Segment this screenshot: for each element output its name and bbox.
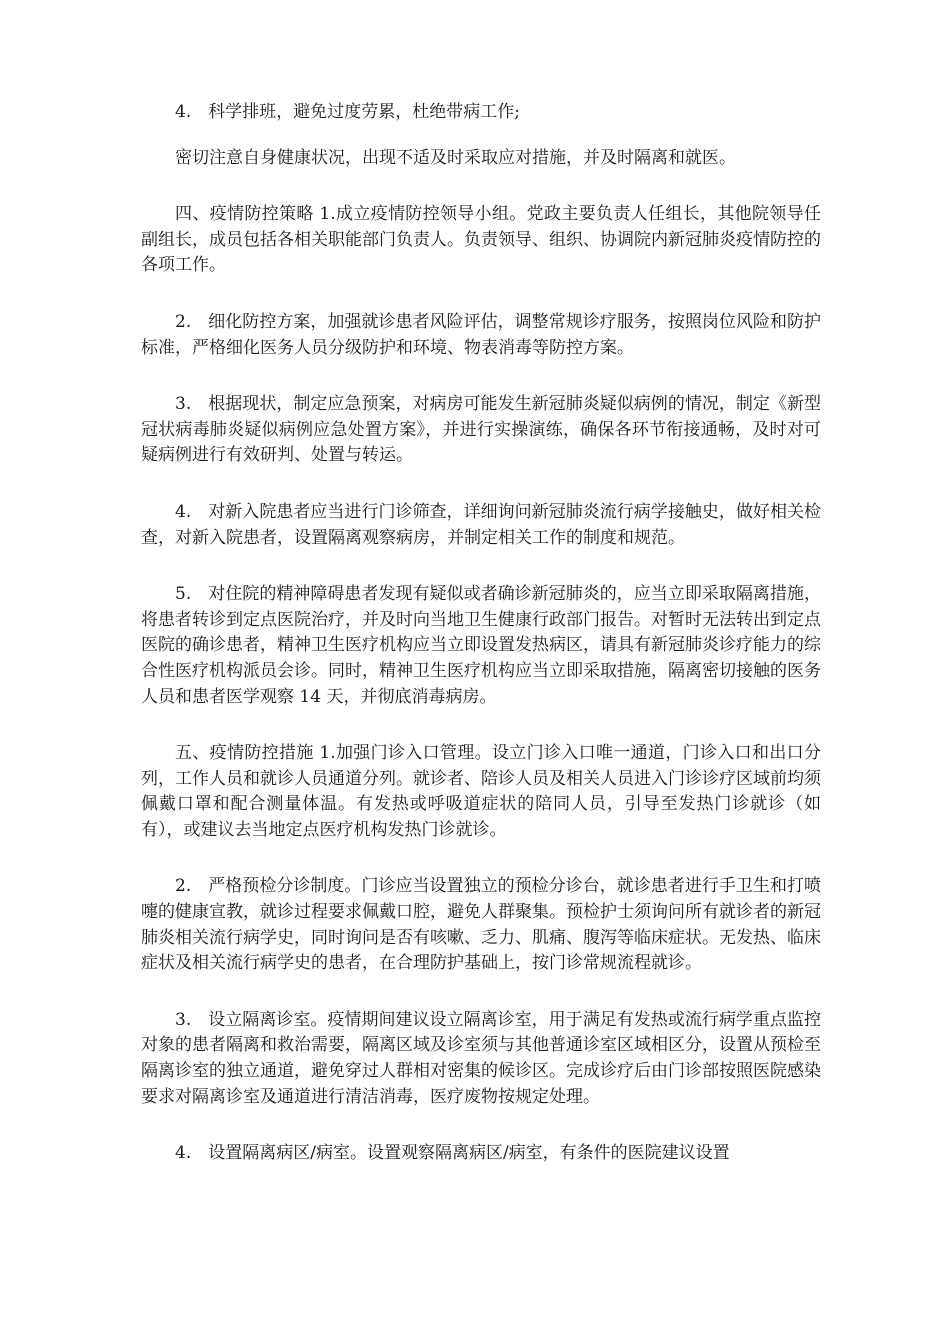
paragraph-measures-triage: 2. 严格预检分诊制度。门诊应当设置独立的预检分诊台，就诊患者进行手卫生和打喷嚏的健康宣教，就诊过程要求佩戴口腔，避免人群聚集。预检护士须询问所有就诊者的新冠肺炎相关流行病学史，同时询问是否有咳嗽、乏力、肌痛、腹泻等临床症状。无发热、临床症状及相关流行病学史的患者，在合理防护基础上，按门诊常规流程就诊。 xyxy=(141,876,821,974)
paragraph-strategy-isolation: 5. 对住院的精神障碍患者发现有疑似或者确诊新冠肺炎的，应当立即采取隔离措施，将患者转诊到定点医院治疗，并及时向当地卫生健康行政部门报告。对暂时无法转出到定点医院的确诊患者，精神卫生医疗机构应当立即设置发热病区，请具有新冠肺炎诊疗能力的综合性医疗机构派员会诊。同时，精神卫生医疗机构应当立即采取措施，隔离密切接触的医务人员和患者医学观察 14 天，并彻底消毒病房。 xyxy=(141,584,821,707)
paragraph-strategy-screening: 4. 对新入院患者应当进行门诊筛查，详细询问新冠肺炎流行病学接触史，做好相关检查，对新入院患者，设置隔离观察病房，并制定相关工作的制度和规范。 xyxy=(141,501,821,548)
paragraph-measures-entrance: 五、疫情防控措施 1.加强门诊入口管理。设立门诊入口唯一通道，门诊入口和出口分列，工作人员和就诊人员通道分列。就诊者、陪诊人员及相关人员进入门诊诊疗区域前均须佩戴口罩和配合测量体温。有发热或呼吸道症状的陪同人员，引导至发热门诊就诊（如有），或建议去当地定点医疗机构发热门诊就诊。 xyxy=(141,743,821,840)
paragraph-strategy-plan: 2. 细化防控方案，加强就诊患者风险评估，调整常规诊疗服务，按照岗位风险和防护标准，严格细化医务人员分级防护和环境、物表消毒等防控方案。 xyxy=(141,311,821,358)
paragraph-strategy-emergency: 3. 根据现状，制定应急预案，对病房可能发生新冠肺炎疑似病例的情况，制定《新型冠状病毒肺炎疑似病例应急处置方案》，并进行实操演练，确保各环节衔接通畅，及时对可疑病例进行有效研判、处置与转运。 xyxy=(141,394,821,466)
paragraph-measures-isolation-ward: 4. 设置隔离病区/病室。设置观察隔离病区/病室，有条件的医院建议设置 xyxy=(175,1143,730,1164)
paragraph-health-monitoring: 密切注意自身健康状况，出现不适及时采取应对措施，并及时隔离和就医。 xyxy=(175,147,736,168)
paragraph-strategy-leadership: 四、疫情防控策略 1.成立疫情防控领导小组。党政主要负责人任组长，其他院领导任副组长，成员包括各相关职能部门负责人。负责领导、组织、协调院内新冠肺炎疫情防控的各项工作。 xyxy=(141,204,821,276)
paragraph-schedule: 4. 科学排班，避免过度劳累，杜绝带病工作; xyxy=(175,102,520,122)
paragraph-measures-isolation-room: 3. 设立隔离诊室。疫情期间建议设立隔离诊室，用于满足有发热或流行病学重点监控对象的患者隔离和救治需要，隔离区域及诊室须与其他普通诊室区域相区分，设置从预检至隔离诊室的独立通道，避免穿过人群相对密集的候诊区。完成诊疗后由门诊部按照医院感染要求对隔离诊室及通道进行清洁消毒，医疗废物按规定处理。 xyxy=(141,1009,821,1107)
document-page xyxy=(141,100,821,1198)
